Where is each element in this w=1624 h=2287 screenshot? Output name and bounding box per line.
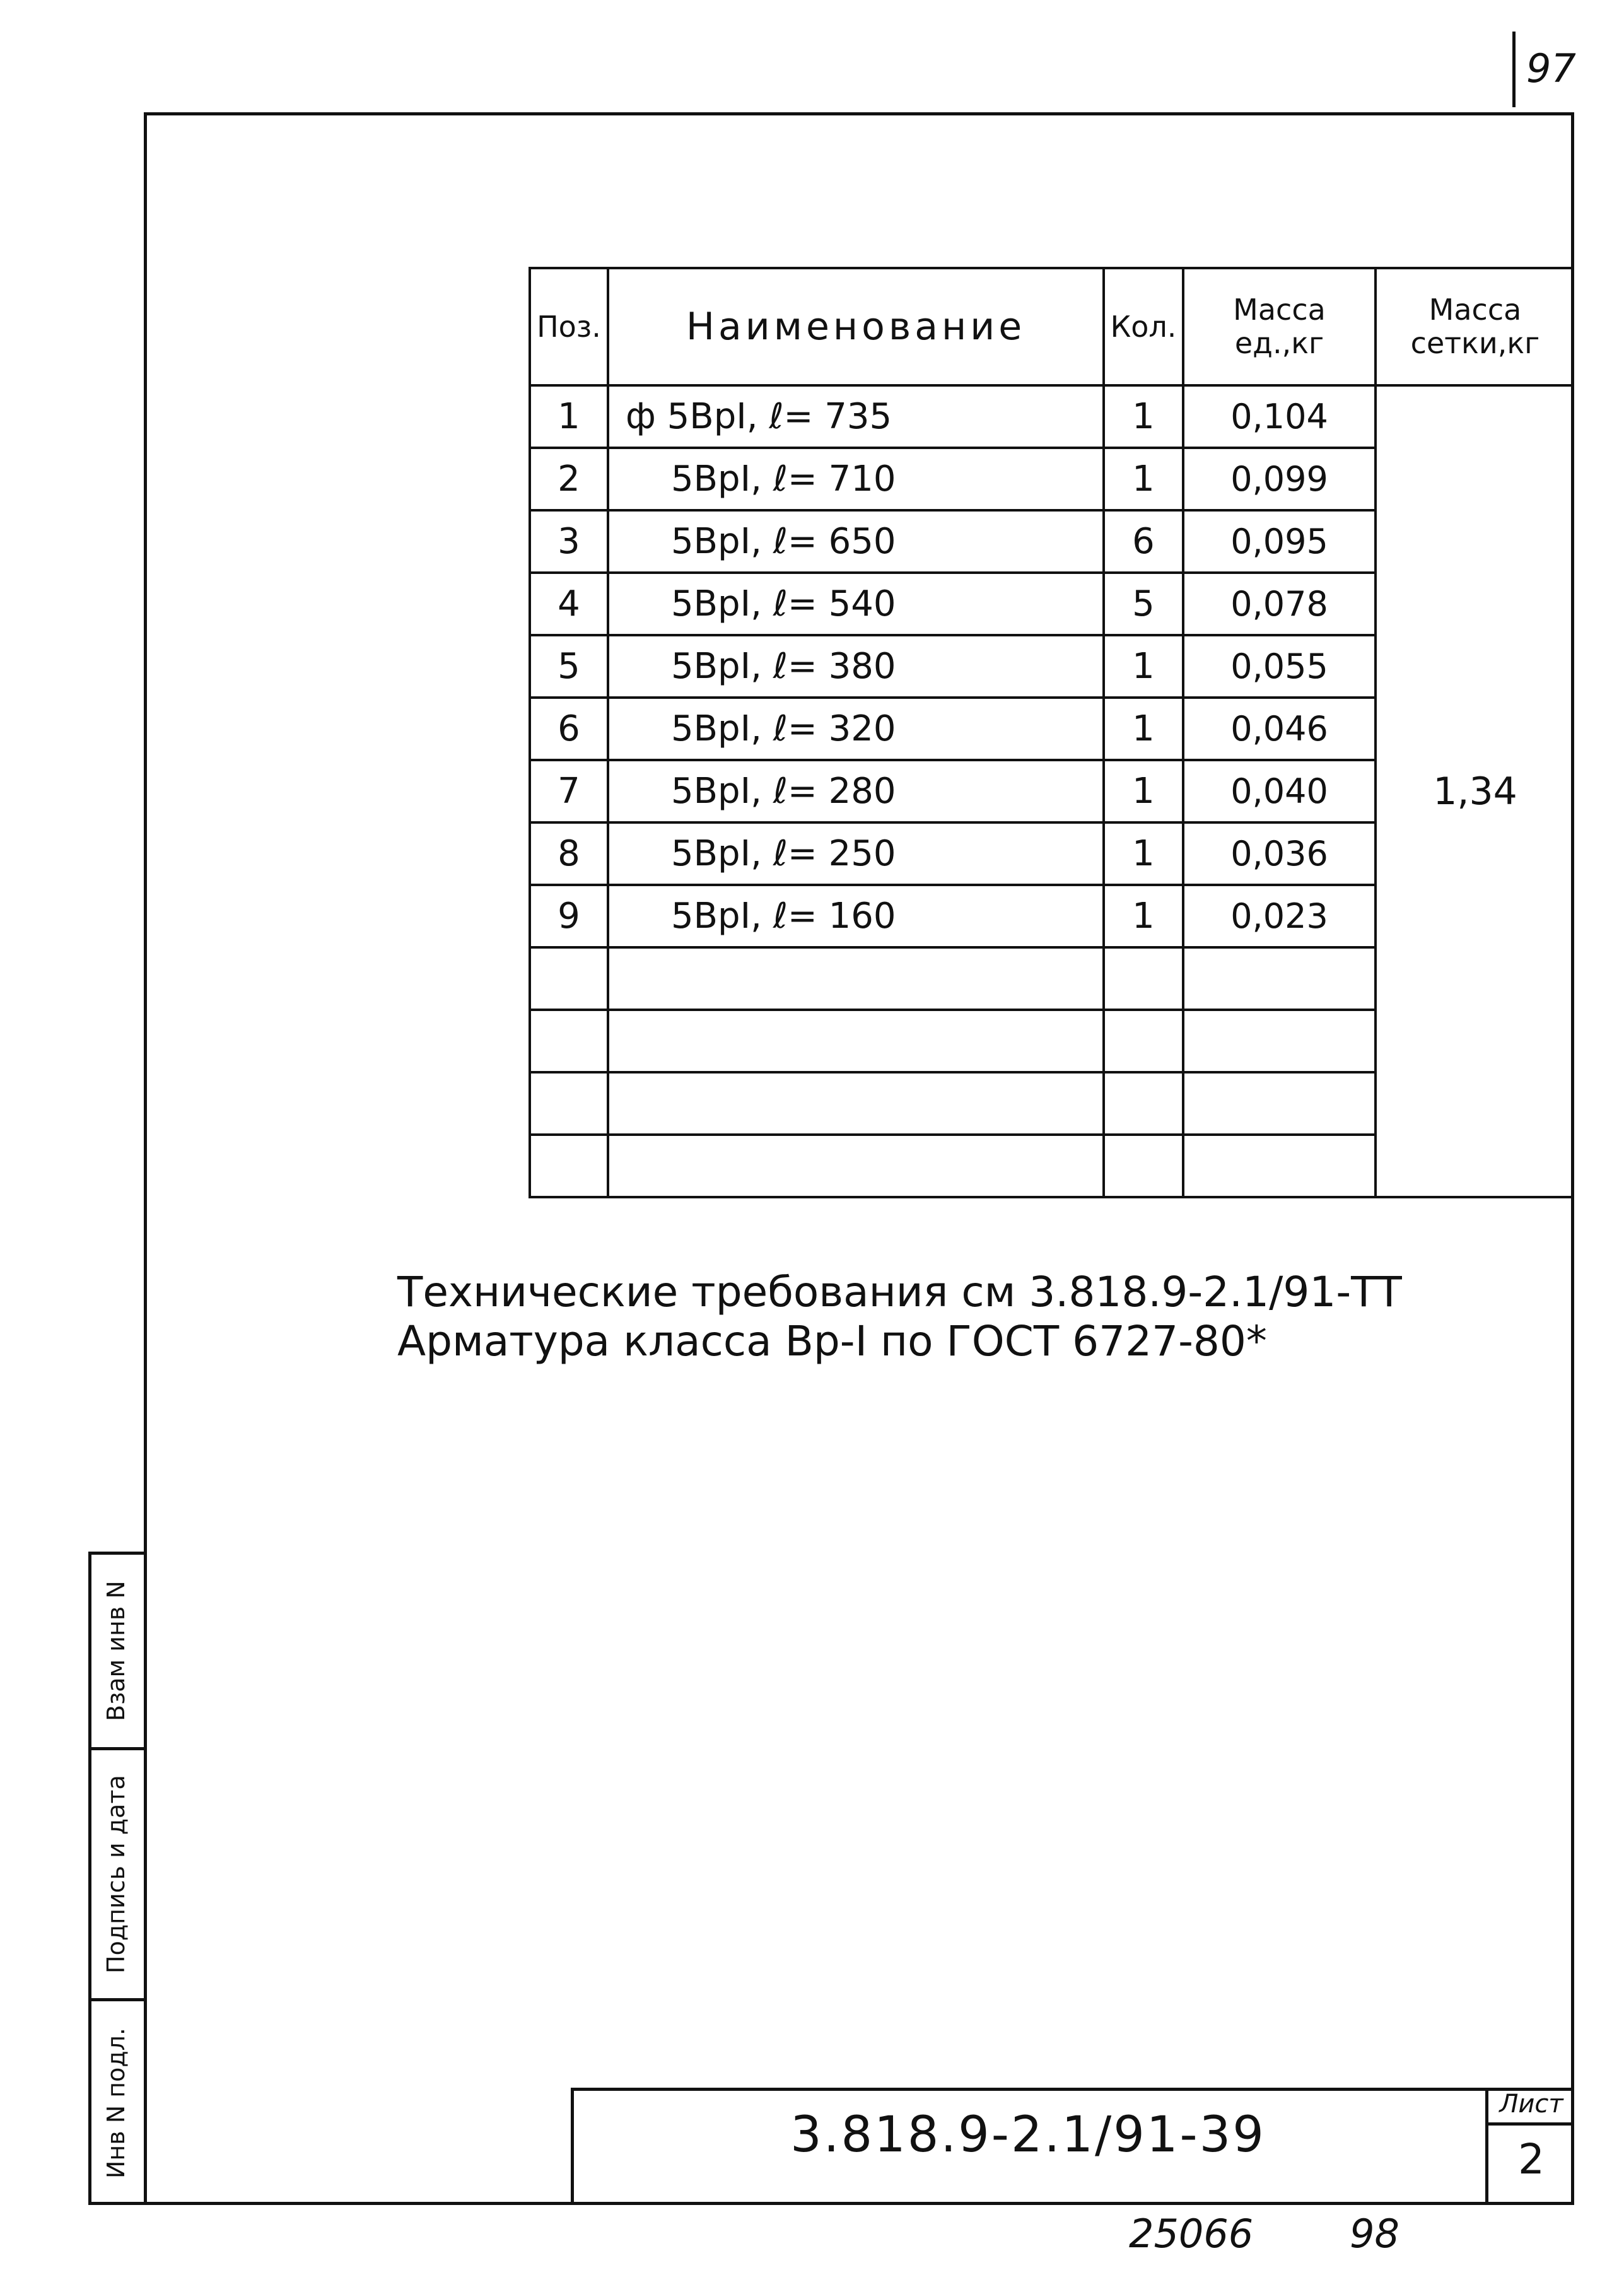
row-pos: 4 [530,573,608,635]
page-number: 97 [1526,45,1576,91]
row-pos: 2 [530,448,608,510]
header-pos: Поз. [530,268,608,385]
row-qty: 1 [1104,448,1183,510]
header-qty: Кол. [1104,268,1183,385]
total-mass: 1,34 [1376,385,1574,1197]
row-name: ф 5ВрI, ℓ= 735 [608,385,1104,448]
row-qty: 1 [1104,385,1183,448]
row-pos: 1 [530,385,608,448]
row-pos: 5 [530,635,608,698]
row-name: 5ВрI, ℓ= 320 [608,698,1104,760]
row-pos: 6 [530,698,608,760]
archive-page: 98 [1350,2211,1399,2257]
header-unit-mass-line2: ед.,кг [1234,326,1324,360]
row-mass: 0,055 [1183,635,1376,698]
row-mass: 0,095 [1183,510,1376,573]
row-name: 5ВрI, ℓ= 650 [608,510,1104,573]
row-mass: 0,078 [1183,573,1376,635]
note-line-1: Технические требования см 3.818.9-2.1/91-ТТ [397,1268,1402,1316]
sheet-box-divider [1485,2088,1488,2205]
row-mass: 0,099 [1183,448,1376,510]
row-qty: 1 [1104,885,1183,947]
row-name: 5ВрI, ℓ= 280 [608,760,1104,822]
row-mass: 0,046 [1183,698,1376,760]
row-mass: 0,023 [1183,885,1376,947]
sheet-number: 2 [1518,2135,1545,2184]
table-row [530,385,1574,448]
page-number-divider [1512,32,1516,107]
row-mass: 0,104 [1183,385,1376,448]
header-unit-mass [1183,268,1376,385]
technical-notes [397,1268,1402,1366]
row-name: 5ВрI, ℓ= 540 [608,573,1104,635]
sheet-label: Лист [1499,2090,1563,2119]
row-pos: 9 [530,885,608,947]
row-name: 5ВрI, ℓ= 160 [608,885,1104,947]
row-qty: 1 [1104,760,1183,822]
row-qty: 6 [1104,510,1183,573]
header-name: Наименование [608,268,1104,385]
row-qty: 1 [1104,635,1183,698]
stamp-signature-date: Подпись и дата [102,1775,130,1974]
row-pos: 8 [530,822,608,885]
specification-table [529,267,1574,1198]
stamp-replacement-inventory: Взам инв N [102,1581,130,1721]
table-header-row [530,268,1574,385]
row-qty: 5 [1104,573,1183,635]
stamp-original-inventory: Инв N подл. [102,2028,130,2179]
row-pos: 7 [530,760,608,822]
header-total-mass-line1: Масса [1428,293,1522,327]
archive-number: 25066 [1129,2211,1254,2257]
row-pos: 3 [530,510,608,573]
document-code: 3.818.9-2.1/91-39 [790,2107,1266,2163]
header-unit-mass-line1: Масса [1233,293,1326,327]
row-qty: 1 [1104,822,1183,885]
header-total-mass [1376,268,1574,385]
sheet-label-divider [1488,2122,1574,2126]
row-name: 5ВрI, ℓ= 710 [608,448,1104,510]
row-mass: 0,036 [1183,822,1376,885]
row-qty: 1 [1104,698,1183,760]
row-mass: 0,040 [1183,760,1376,822]
note-line-2: Арматура класса Вр-I по ГОСТ 6727-80* [397,1317,1267,1366]
row-name: 5ВрI, ℓ= 250 [608,822,1104,885]
row-name: 5ВрI, ℓ= 380 [608,635,1104,698]
header-total-mass-line2: сетки,кг [1410,326,1540,360]
